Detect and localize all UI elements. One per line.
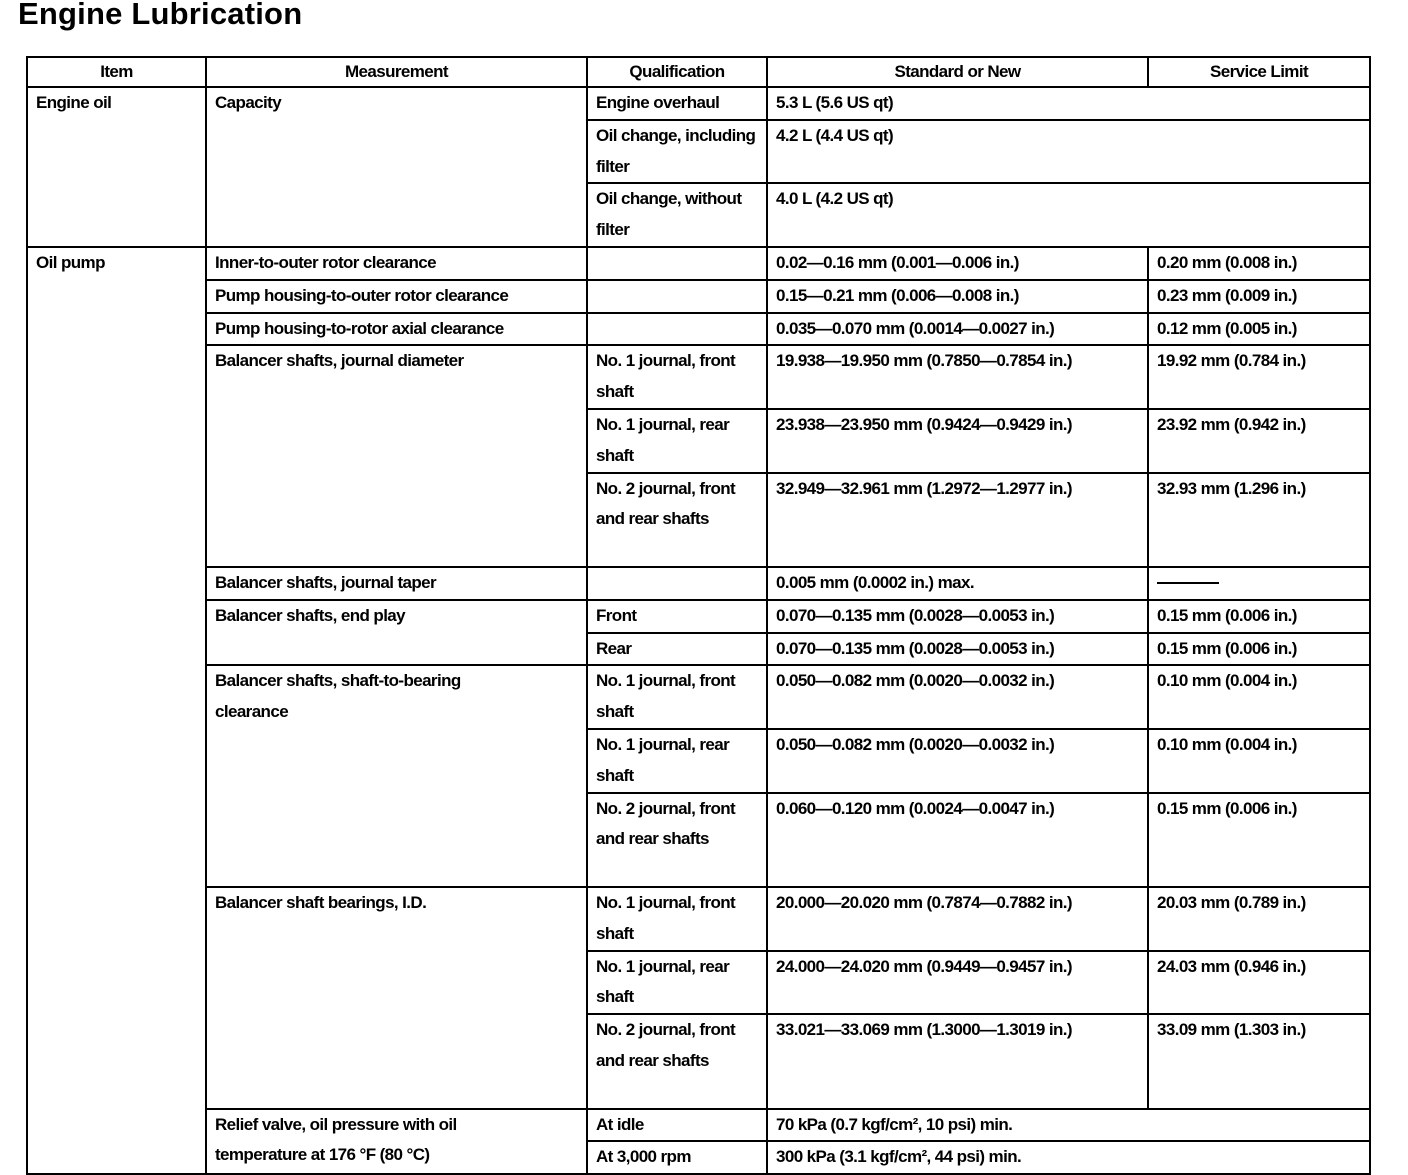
standard-cell: 0.050—0.082 mm (0.0020—0.0032 in.): [767, 729, 1148, 793]
limit-cell: 20.03 mm (0.789 in.): [1148, 887, 1370, 951]
qualification-cell: Rear: [587, 633, 767, 666]
limit-cell: 0.10 mm (0.004 in.): [1148, 729, 1370, 793]
limit-cell: 19.92 mm (0.784 in.): [1148, 345, 1370, 409]
spec-table: [26, 56, 1371, 1175]
limit-cell: 24.03 mm (0.946 in.): [1148, 951, 1370, 1015]
item-cell: Oil pump: [27, 247, 206, 1174]
header-standard: Standard or New: [767, 57, 1148, 87]
standard-cell: 0.070—0.135 mm (0.0028—0.0053 in.): [767, 633, 1148, 666]
header-service-limit: Service Limit: [1148, 57, 1370, 87]
header-item: Item: [27, 57, 206, 87]
page-title: Engine Lubrication: [18, 0, 303, 31]
standard-cell: 300 kPa (3.1 kgf/cm², 44 psi) min.: [767, 1141, 1370, 1174]
qualification-cell: Engine overhaul: [587, 87, 767, 120]
standard-cell: 0.02—0.16 mm (0.001—0.006 in.): [767, 247, 1148, 280]
table-row: [27, 313, 1370, 346]
limit-cell: 0.23 mm (0.009 in.): [1148, 280, 1370, 313]
header-qualification: Qualification: [587, 57, 767, 87]
qualification-cell: No. 1 journal, front shaft: [587, 665, 767, 729]
qualification-cell: No. 2 journal, front and rear shafts: [587, 1014, 767, 1108]
qualification-cell: No. 2 journal, front and rear shafts: [587, 473, 767, 567]
measurement-cell: Capacity: [206, 87, 587, 247]
limit-cell: 23.92 mm (0.942 in.): [1148, 409, 1370, 473]
standard-cell: 33.021—33.069 mm (1.3000—1.3019 in.): [767, 1014, 1148, 1108]
table-row: [27, 567, 1370, 600]
measurement-cell: Pump housing-to-rotor axial clearance: [206, 313, 587, 346]
standard-cell: 23.938—23.950 mm (0.9424—0.9429 in.): [767, 409, 1148, 473]
qualification-cell: [587, 567, 767, 600]
measurement-cell: Pump housing-to-outer rotor clearance: [206, 280, 587, 313]
table-row: [27, 280, 1370, 313]
measurement-cell: Balancer shafts, journal taper: [206, 567, 587, 600]
not-applicable-dash: [1157, 582, 1219, 584]
measurement-cell: Relief valve, oil pressure with oil temperature at 176 °F (80 °C): [206, 1109, 587, 1175]
standard-cell: 20.000—20.020 mm (0.7874—0.7882 in.): [767, 887, 1148, 951]
qualification-cell: [587, 280, 767, 313]
qualification-cell: No. 2 journal, front and rear shafts: [587, 793, 767, 887]
qualification-cell: Oil change, including filter: [587, 120, 767, 184]
standard-cell: 0.035—0.070 mm (0.0014—0.0027 in.): [767, 313, 1148, 346]
standard-cell: 32.949—32.961 mm (1.2972—1.2977 in.): [767, 473, 1148, 567]
table-row: [27, 665, 1370, 729]
table-row: [27, 87, 1370, 120]
limit-cell: 0.12 mm (0.005 in.): [1148, 313, 1370, 346]
table-row: [27, 345, 1370, 409]
qualification-cell: At idle: [587, 1109, 767, 1142]
header-row: [27, 57, 1370, 87]
measurement-cell: Inner-to-outer rotor clearance: [206, 247, 587, 280]
qualification-cell: [587, 313, 767, 346]
header-measurement: Measurement: [206, 57, 587, 87]
limit-cell: 0.15 mm (0.006 in.): [1148, 793, 1370, 887]
qualification-cell: No. 1 journal, front shaft: [587, 345, 767, 409]
standard-cell: 24.000—24.020 mm (0.9449—0.9457 in.): [767, 951, 1148, 1015]
qualification-cell: Oil change, without filter: [587, 183, 767, 247]
standard-cell: 5.3 L (5.6 US qt): [767, 87, 1370, 120]
qualification-cell: [587, 247, 767, 280]
standard-cell: 4.0 L (4.2 US qt): [767, 183, 1370, 247]
standard-cell: 0.005 mm (0.0002 in.) max.: [767, 567, 1148, 600]
standard-cell: 0.070—0.135 mm (0.0028—0.0053 in.): [767, 600, 1148, 633]
standard-cell: 0.060—0.120 mm (0.0024—0.0047 in.): [767, 793, 1148, 887]
limit-cell: 0.20 mm (0.008 in.): [1148, 247, 1370, 280]
standard-cell: 0.15—0.21 mm (0.006—0.008 in.): [767, 280, 1148, 313]
qualification-cell: No. 1 journal, rear shaft: [587, 951, 767, 1015]
limit-cell: [1148, 567, 1370, 600]
qualification-cell: At 3,000 rpm: [587, 1141, 767, 1174]
qualification-cell: No. 1 journal, front shaft: [587, 887, 767, 951]
standard-cell: 0.050—0.082 mm (0.0020—0.0032 in.): [767, 665, 1148, 729]
measurement-cell: Balancer shafts, shaft-to-bearing clearance: [206, 665, 587, 887]
qualification-cell: No. 1 journal, rear shaft: [587, 729, 767, 793]
standard-cell: 4.2 L (4.4 US qt): [767, 120, 1370, 184]
measurement-cell: Balancer shaft bearings, I.D.: [206, 887, 587, 1109]
limit-cell: 32.93 mm (1.296 in.): [1148, 473, 1370, 567]
standard-cell: 19.938—19.950 mm (0.7850—0.7854 in.): [767, 345, 1148, 409]
limit-cell: 0.15 mm (0.006 in.): [1148, 600, 1370, 633]
table-row: [27, 887, 1370, 951]
measurement-cell: Balancer shafts, journal diameter: [206, 345, 587, 567]
item-cell: Engine oil: [27, 87, 206, 247]
table-row: [27, 1109, 1370, 1142]
standard-cell: 70 kPa (0.7 kgf/cm², 10 psi) min.: [767, 1109, 1370, 1142]
table-row: [27, 247, 1370, 280]
qualification-cell: Front: [587, 600, 767, 633]
limit-cell: 33.09 mm (1.303 in.): [1148, 1014, 1370, 1108]
limit-cell: 0.15 mm (0.006 in.): [1148, 633, 1370, 666]
qualification-cell: No. 1 journal, rear shaft: [587, 409, 767, 473]
measurement-cell: Balancer shafts, end play: [206, 600, 587, 666]
table-row: [27, 600, 1370, 633]
limit-cell: 0.10 mm (0.004 in.): [1148, 665, 1370, 729]
